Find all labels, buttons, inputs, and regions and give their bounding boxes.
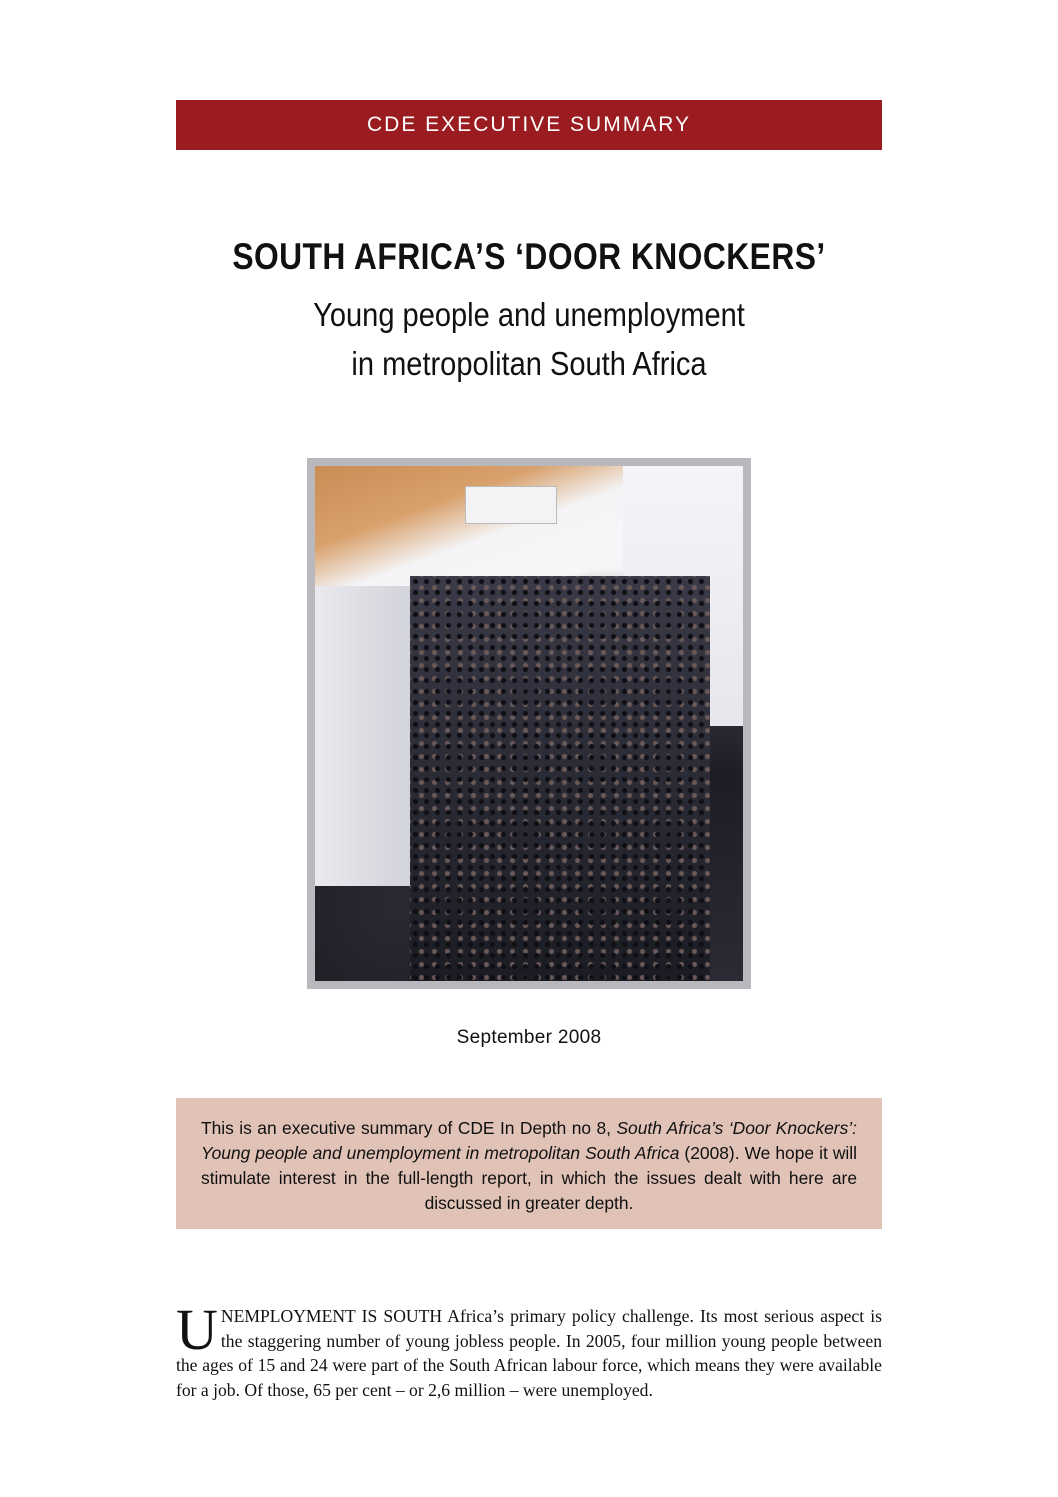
note-text-before: This is an executive summary of CDE In Depth no 8, xyxy=(201,1118,617,1138)
document-subtitle xyxy=(63,290,994,388)
document-title: SOUTH AFRICA’S ‘DOOR KNOCKERS’ xyxy=(232,236,826,277)
photo-sign xyxy=(465,486,557,524)
photo-crowd xyxy=(410,576,710,981)
photo-wall xyxy=(315,586,425,886)
body-paragraph xyxy=(176,1297,882,1402)
body-text: Africa’s primary policy challenge. Its most serious aspect is the staggering number of young jobless people. In 2005, four million young people between the ages of 15 and 24 were part of the South African labour force, which means they were available for a job. Of those, 65 per cent – or 2,6 million – were unemployed. xyxy=(176,1306,882,1400)
summary-note xyxy=(176,1098,882,1229)
note-text-after: (2008). We hope it will stimulate interest in the full-length report, in which the issues dealt with here are discussed in greater depth. xyxy=(201,1143,857,1213)
note-report-title: South Africa’s ‘Door Knockers’: Young people and unemployment in metropolitan South Africa xyxy=(201,1118,857,1163)
subtitle-line-1: Young people and unemployment xyxy=(313,296,745,333)
drop-cap: U xyxy=(176,1297,218,1362)
body-smallcaps: NEMPLOYMENT IS SOUTH xyxy=(220,1306,443,1326)
crowd-photo xyxy=(315,466,743,981)
subtitle-line-2: in metropolitan South Africa xyxy=(351,345,707,382)
cover-photo-frame xyxy=(307,458,751,989)
publication-date: September 2008 xyxy=(456,1027,602,1048)
header-banner xyxy=(176,100,882,150)
banner-label: CDE EXECUTIVE SUMMARY xyxy=(367,113,691,136)
